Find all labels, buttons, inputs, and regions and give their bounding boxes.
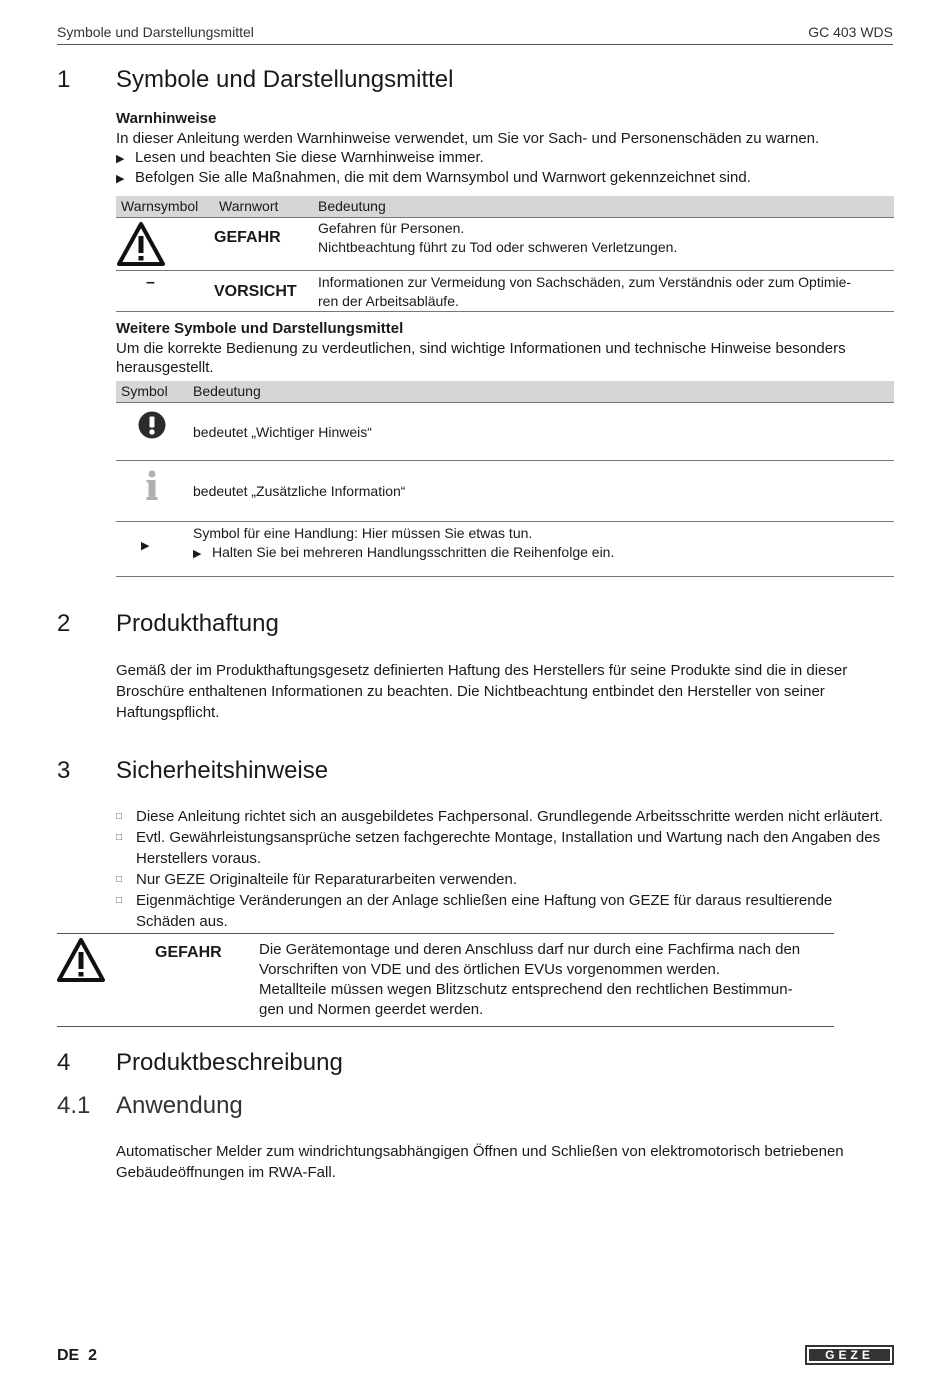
table-rule — [116, 521, 894, 522]
table-rule — [116, 402, 894, 403]
warn-word-vorsicht: VORSICHT — [214, 283, 297, 300]
warn-table-header — [116, 196, 894, 217]
table-rule — [116, 576, 894, 577]
footer-page-label: DE 2 — [57, 1347, 98, 1364]
section-2-number: 2 — [57, 610, 71, 637]
symbol-meaning: Symbol für eine Handlung: Hier müssen Sie etwas tun. ▶ Halten Sie bei mehreren Handlungsschritten die Reihenfolge ein. — [193, 524, 614, 564]
list-item: □ Diese Anleitung richtet sich an ausgebildetes Fachpersonal. Grundlegende Arbeitsschritte werden nicht erläutert. — [116, 808, 884, 825]
warnhinweise-heading: Warnhinweise — [116, 110, 217, 127]
symbol-meaning: bedeutet „Wichtiger Hinweis“ — [193, 424, 372, 440]
weitere-symbole-intro-2: herausgestellt. — [116, 359, 214, 376]
weitere-symbole-intro-1: Um die korrekte Bedienung zu verdeutlichen, sind wichtige Informationen und technische Hinweise besonders — [116, 340, 846, 357]
table-cell: Informationen zur Vermeidung von Sachschäden, zum Verständnis oder zum Optimie- ren der Arbeitsabläufe. — [318, 274, 852, 309]
list-item: ▶ Befolgen Sie alle Maßnahmen, die mit dem Warnsymbol und Warnwort gekennzeichnet sind. — [116, 169, 751, 186]
running-header-title: Symbole und Darstellungsmittel — [57, 24, 254, 40]
triangle-bullet-icon: ▶ — [116, 153, 125, 165]
list-item: □ Nur GEZE Originalteile für Reparaturarbeiten verwenden. — [116, 871, 518, 888]
warn-word-gefahr: GEFAHR — [214, 229, 281, 246]
running-header-product: GC 403 WDS — [808, 24, 893, 40]
square-bullet-icon: □ — [116, 874, 123, 885]
symbol-table-header — [116, 381, 894, 402]
table-rule — [116, 270, 894, 271]
table-cell: Gefahren für Personen. Nichtbeachtung führt zu Tod oder schweren Verletzungen. — [318, 220, 678, 255]
section-1-title: Symbole und Darstellungsmittel — [116, 66, 454, 93]
section-4-title: Produktbeschreibung — [116, 1049, 343, 1076]
col-warnwort: Warnwort — [219, 198, 279, 214]
info-icon — [144, 470, 160, 502]
col-bedeutung: Bedeutung — [193, 383, 261, 399]
danger-box-top-rule — [57, 933, 834, 934]
section-1-number: 1 — [57, 66, 71, 93]
warning-triangle-icon — [56, 937, 106, 983]
col-bedeutung: Bedeutung — [318, 198, 386, 214]
warnhinweise-intro: In dieser Anleitung werden Warnhinweise verwendet, um Sie vor Sach- und Personenschäden zu warnen. — [116, 130, 820, 147]
section-3-number: 3 — [57, 757, 71, 784]
section-4-1-number: 4.1 — [57, 1092, 91, 1119]
section-4-number: 4 — [57, 1049, 71, 1076]
section-2-title: Produkthaftung — [116, 610, 279, 637]
table-rule — [116, 460, 894, 461]
square-bullet-icon: □ — [116, 811, 123, 822]
section-4-1-title: Anwendung — [116, 1092, 243, 1119]
section-3-title: Sicherheitshinweise — [116, 757, 329, 784]
square-bullet-icon: □ — [116, 895, 123, 906]
header-rule — [57, 44, 893, 45]
produkthaftung-text: Gemäß der im Produkthaftungsgesetz definierten Haftung des Herstellers für seine Produkte sind die in dieser Broschüre enthaltenen Informationen zu beachten. Die Nichtbeachtung entbindet den Hersteller von seiner Haftungspflicht. — [116, 662, 848, 721]
table-rule — [116, 217, 894, 218]
triangle-bullet-icon: ▶ — [141, 540, 150, 552]
list-item: □ Evtl. Gewährleistungsansprüche setzen fachgerechte Montage, Installation und Wartung nach den Angaben des Herstellers voraus. — [116, 829, 881, 867]
anwendung-text: Automatischer Melder zum windrichtungsabhängigen Öffnen und Schließen von elektromotorisch betriebenen Gebäudeöffnungen im RWA-Fall. — [116, 1143, 844, 1181]
table-rule — [116, 311, 894, 312]
weitere-symbole-heading: Weitere Symbole und Darstellungsmittel — [116, 320, 404, 337]
exclamation-circle-icon — [138, 411, 166, 439]
col-symbol: Symbol — [121, 383, 168, 399]
triangle-bullet-icon: ▶ — [193, 548, 202, 560]
list-item: □ Eigenmächtige Veränderungen an der Anlage schließen eine Haftung von GEZE für daraus resultierende Schäden aus. — [116, 892, 833, 930]
triangle-bullet-icon: ▶ — [116, 173, 125, 185]
warning-triangle-icon — [116, 221, 166, 267]
danger-word: GEFAHR — [155, 944, 222, 961]
square-bullet-icon: □ — [116, 832, 123, 843]
symbol-meaning: bedeutet „Zusätzliche Information“ — [193, 483, 406, 499]
list-item: ▶ Lesen und beachten Sie diese Warnhinweise immer. — [116, 149, 484, 166]
danger-box-bottom-rule — [57, 1026, 834, 1027]
geze-logo: GEZE — [805, 1345, 894, 1365]
col-warnsymbol: Warnsymbol — [121, 198, 199, 214]
dash-symbol: – — [146, 274, 155, 291]
danger-text: Die Gerätemontage und deren Anschluss darf nur durch eine Fachfirma nach den Vorschriften von VDE und des örtlichen EVUs vorgenommen werden. Metallteile müssen wegen Blitzschutz entsprechend den rechtlichen Bestimmun- gen und Normen geerdet werden. — [259, 941, 801, 1018]
